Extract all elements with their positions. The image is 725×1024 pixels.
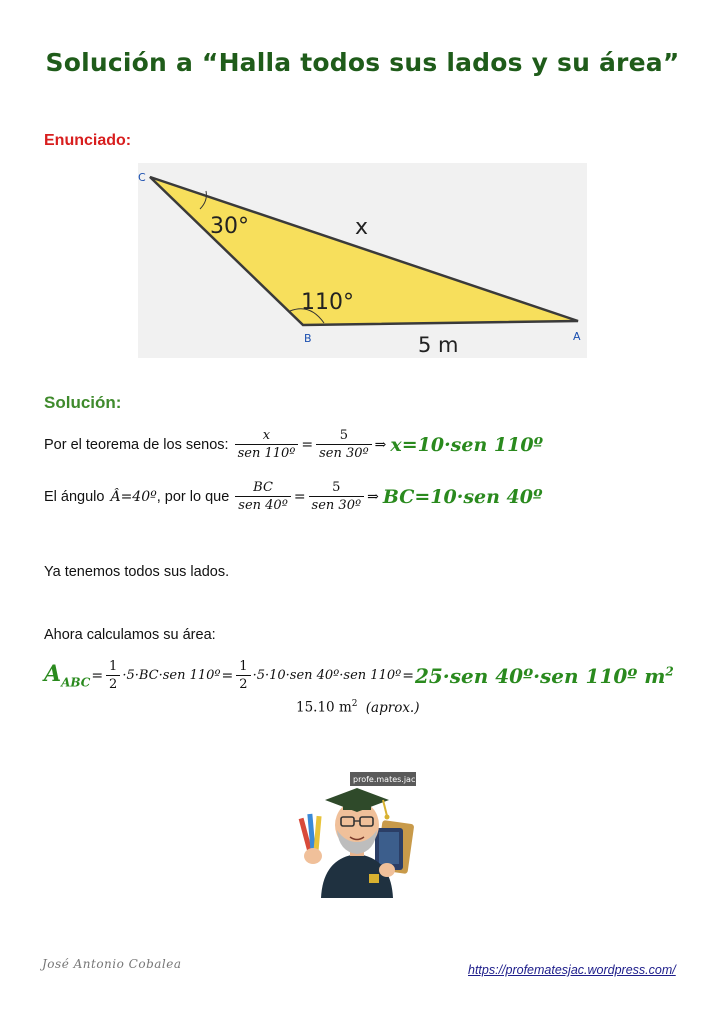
fraction-x (235, 427, 299, 462)
lados-text: Ya tenemos todos sus lados. (44, 564, 230, 580)
result-x: x=10·sen 110º (390, 433, 544, 456)
fraction-half (106, 658, 120, 693)
fraction-numerator: x (262, 428, 271, 443)
author-signature: José Antonio Cobalea (42, 957, 182, 971)
fraction-denominator: sen 30º (316, 444, 372, 462)
sine-law-text: Por el teorema de los senos: (44, 436, 229, 453)
result-bc: BC=10·sen 40º (382, 485, 543, 508)
fraction-numerator: 1 (109, 659, 118, 674)
side-ab-label: 5 m (418, 333, 459, 357)
area-intro-text: Ahora calculamos su área: (44, 627, 216, 643)
area-step1: ·5·BC·sen 110º (122, 668, 221, 683)
avatar-label: profe.mates.jac (353, 775, 416, 784)
fraction-numerator: BC (253, 480, 273, 495)
area-approx: 15.10 $m^2$ (aprox.) (296, 699, 420, 716)
fraction-denominator: sen 30º (309, 496, 365, 514)
fraction-bc (235, 479, 291, 514)
area-formula: $A_{ABC}$ = $\frac{1}{2}$ ·5·BC·sen 110º = $\frac{1}{2}$ ·5·10·sen 40º·sen 110º = 25·sen 40º·sen 110º $m^2$ (44, 659, 674, 692)
fraction-denominator: 2 (106, 675, 120, 693)
teacher-avatar (295, 770, 421, 898)
vertex-a: A (573, 330, 581, 343)
fraction-5 (316, 427, 372, 462)
area-lhs-sub: ABC (61, 675, 91, 690)
angle-c-label: 30° (210, 214, 249, 239)
angle-b-label: 110° (301, 290, 354, 315)
blog-link[interactable]: https://profematesjac.wordpress.com/ (468, 963, 676, 977)
angle-text-pre: El ángulo (44, 488, 105, 505)
sine-law-line: Por el teorema de los senos: $\frac{x}{\text{sen 110º}}$ = $\frac{5}{\text{sen 30º}}$ ⇒ x=10·sen 110º (44, 428, 544, 461)
angle-a-expression: Â=40º (110, 488, 157, 505)
area-step2: ·5·10·sen 40º·sen 110º (252, 668, 402, 683)
vertex-c: C (138, 171, 146, 184)
page-title: Solución a “Halla todos sus lados y su área” (45, 48, 680, 77)
enunciado-label: Enunciado: (44, 132, 132, 149)
solucion-label: Solución: (44, 393, 122, 412)
fraction-denominator: sen 110º (235, 444, 299, 462)
triangle-shape (150, 177, 578, 325)
angle-a-line: El ángulo Â=40º , por lo que $\frac{BC}{\text{sen 40º}}$ = $\frac{5}{\text{sen 30º}}$ ⇒ BC=10·sen 40º (44, 480, 543, 513)
side-x-label: x (355, 215, 369, 240)
area-result: 25·sen 40º·sen 110º $m^2$ (414, 663, 674, 688)
fraction-denominator: sen 40º (235, 496, 291, 514)
fraction-numerator: 1 (239, 659, 248, 674)
area-lhs: $A_{ABC}$ (44, 661, 91, 690)
fraction-denominator: 2 (236, 675, 250, 693)
fraction-5 (309, 479, 365, 514)
fraction-half (236, 658, 250, 693)
vertex-b: B (304, 332, 312, 345)
area-result-exponent: 2 (665, 663, 674, 678)
triangle-figure (138, 163, 587, 358)
fraction-numerator: 5 (332, 480, 341, 495)
angle-text-mid: , por lo que (156, 488, 230, 505)
fraction-numerator: 5 (339, 428, 349, 443)
